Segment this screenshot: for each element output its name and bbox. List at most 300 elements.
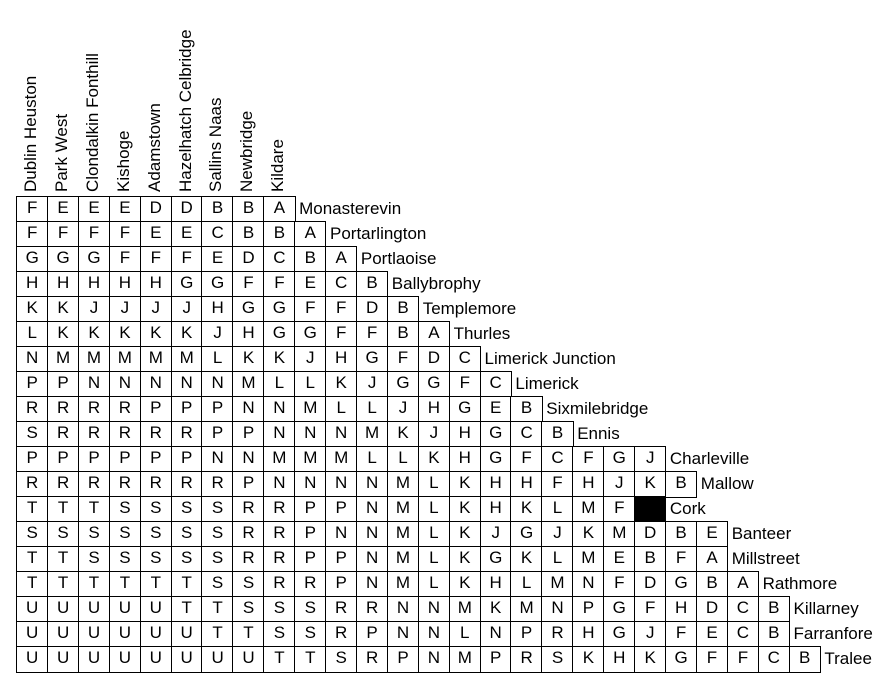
fare-zone-cell: B	[232, 196, 264, 223]
fare-zone-cell: U	[16, 621, 48, 648]
fare-zone-cell: U	[109, 596, 141, 623]
fare-zone-cell: H	[480, 571, 512, 598]
fare-zone-cell: K	[387, 421, 419, 448]
fare-zone-cell: A	[325, 246, 357, 273]
fare-zone-cell: U	[78, 621, 110, 648]
fare-zone-cell: K	[140, 321, 172, 348]
fare-zone-cell: K	[449, 521, 481, 548]
column-header-station: Newbridge	[237, 110, 257, 192]
fare-zone-cell: N	[387, 596, 419, 623]
fare-zone-cell: R	[109, 396, 141, 423]
fare-zone-cell: U	[16, 596, 48, 623]
fare-zone-cell: M	[603, 521, 635, 548]
fare-zone-cell: T	[171, 596, 203, 623]
fare-zone-cell: F	[325, 321, 357, 348]
fare-zone-cell: D	[140, 196, 172, 223]
fare-zone-cell: J	[78, 296, 110, 323]
fare-zone-cell: J	[356, 371, 388, 398]
fare-zone-cell: E	[109, 196, 141, 223]
fare-zone-cell: L	[418, 571, 450, 598]
fare-zone-cell: N	[232, 446, 264, 473]
fare-zone-cell: P	[294, 546, 326, 573]
fare-zone-cell: J	[387, 396, 419, 423]
fare-zone-cell: J	[109, 296, 141, 323]
fare-zone-cell: P	[140, 446, 172, 473]
fare-zone-cell: N	[356, 546, 388, 573]
fare-zone-cell: L	[356, 396, 388, 423]
fare-zone-cell: B	[232, 221, 264, 248]
row-station-label: Thurles	[453, 324, 511, 343]
fare-zone-cell: N	[78, 371, 110, 398]
fare-zone-cell: R	[201, 471, 233, 498]
fare-zone-cell: H	[510, 471, 542, 498]
fare-zone-cell: D	[634, 521, 666, 548]
fare-zone-cell: B	[541, 421, 573, 448]
fare-zone-cell: U	[16, 646, 48, 673]
fare-zone-cell: M	[294, 396, 326, 423]
fare-zone-cell: P	[47, 371, 79, 398]
fare-zone-cell: F	[109, 246, 141, 273]
fare-zone-cell: F	[356, 321, 388, 348]
fare-zone-cell: S	[541, 646, 573, 673]
fare-zone-cell: K	[480, 596, 512, 623]
fare-zone-cell: L	[418, 521, 450, 548]
fare-zone-cell: T	[47, 571, 79, 598]
column-header-station: Clondalkin Fonthill	[82, 53, 102, 192]
fare-zone-cell: S	[201, 496, 233, 523]
fare-zone-cell: U	[109, 621, 141, 648]
fare-zone-cell: E	[171, 221, 203, 248]
fare-zone-cell: S	[140, 521, 172, 548]
fare-zone-cell: T	[16, 496, 48, 523]
fare-zone-cell: M	[140, 346, 172, 373]
fare-zone-cell: N	[263, 396, 295, 423]
fare-zone-cell: F	[603, 571, 635, 598]
fare-zone-cell: N	[232, 396, 264, 423]
fare-zone-cell: N	[294, 471, 326, 498]
fare-zone-cell: S	[294, 596, 326, 623]
fare-zone-cell: G	[418, 371, 450, 398]
fare-zone-cell: K	[572, 646, 604, 673]
fare-zone-cell: R	[16, 471, 48, 498]
fare-zone-cell: E	[201, 246, 233, 273]
fare-zone-cell: P	[325, 546, 357, 573]
fare-zone-cell: R	[78, 421, 110, 448]
fare-zone-cell: N	[201, 371, 233, 398]
fare-zone-cell: C	[325, 271, 357, 298]
fare-zone-cell: P	[140, 396, 172, 423]
fare-zone-cell: K	[16, 296, 48, 323]
fare-zone-cell: B	[510, 396, 542, 423]
fare-zone-cell: F	[634, 596, 666, 623]
fare-zone-cell: T	[201, 596, 233, 623]
fare-zone-cell: J	[603, 471, 635, 498]
fare-zone-cell: F	[47, 221, 79, 248]
fare-zone-cell: T	[47, 496, 79, 523]
fare-zone-cell: K	[418, 446, 450, 473]
fare-zone-cell: G	[665, 571, 697, 598]
fare-zone-cell: R	[263, 496, 295, 523]
fare-zone-cell: B	[665, 521, 697, 548]
fare-zone-cell: S	[201, 521, 233, 548]
fare-zone-cell: N	[541, 596, 573, 623]
fare-zone-cell: M	[387, 546, 419, 573]
fare-zone-cell: R	[232, 546, 264, 573]
fare-zone-cell: K	[78, 321, 110, 348]
fare-zone-cell: N	[201, 446, 233, 473]
fare-zone-cell: J	[418, 421, 450, 448]
fare-zone-cell: N	[356, 471, 388, 498]
fare-zone-cell: P	[294, 496, 326, 523]
fare-zone-cell: L	[16, 321, 48, 348]
row-station-label: Limerick Junction	[484, 349, 616, 368]
fare-zone-cell: S	[140, 546, 172, 573]
fare-zone-cell: M	[572, 546, 604, 573]
fare-zone-cell: H	[140, 271, 172, 298]
fare-zone-cell: S	[109, 521, 141, 548]
fare-zone-cell: M	[387, 496, 419, 523]
fare-zone-cell: G	[387, 371, 419, 398]
fare-zone-cell: U	[47, 646, 79, 673]
fare-zone-cell: R	[47, 471, 79, 498]
fare-zone-cell: G	[16, 246, 48, 273]
fare-zone-cell: S	[325, 646, 357, 673]
fare-zone-cell: R	[78, 471, 110, 498]
fare-zone-cell: P	[78, 446, 110, 473]
fare-zone-cell: P	[510, 621, 542, 648]
fare-zone-cell: G	[480, 446, 512, 473]
fare-zone-cell: N	[387, 621, 419, 648]
fare-zone-cell: K	[263, 346, 295, 373]
fare-zone-cell: R	[171, 471, 203, 498]
fare-zone-cell: A	[294, 221, 326, 248]
fare-zone-cell: K	[449, 471, 481, 498]
fare-zone-cell: K	[47, 296, 79, 323]
fare-zone-cell: S	[140, 496, 172, 523]
fare-zone-cell: C	[449, 346, 481, 373]
fare-zone-cell: G	[603, 621, 635, 648]
fare-zone-cell: P	[232, 421, 264, 448]
fare-zone-cell: D	[356, 296, 388, 323]
fare-zone-cell: H	[665, 596, 697, 623]
fare-zone-cell: F	[603, 496, 635, 523]
fare-zone-cell: S	[263, 621, 295, 648]
row-station-label: Killarney	[793, 599, 859, 618]
fare-zone-cell: F	[325, 296, 357, 323]
fare-zone-cell: R	[263, 521, 295, 548]
fare-zone-cell: C	[510, 421, 542, 448]
fare-zone-cell: M	[78, 346, 110, 373]
fare-zone-cell: L	[418, 546, 450, 573]
fare-zone-cell: R	[325, 621, 357, 648]
fare-zone-cell: R	[356, 596, 388, 623]
fare-zone-cell: R	[263, 546, 295, 573]
fare-zone-cell: R	[232, 496, 264, 523]
fare-zone-cell: N	[325, 421, 357, 448]
fare-zone-cell: F	[294, 296, 326, 323]
fare-zone-cell: J	[201, 321, 233, 348]
fare-zone-cell: M	[232, 371, 264, 398]
fare-zone-cell: G	[603, 446, 635, 473]
fare-zone-cell: F	[16, 196, 48, 223]
fare-zone-cell: G	[78, 246, 110, 273]
fare-zone-cell: A	[696, 546, 728, 573]
fare-zone-cell: M	[294, 446, 326, 473]
fare-zone-cell: P	[356, 621, 388, 648]
fare-zone-cell: F	[232, 271, 264, 298]
fare-zone-cell: U	[171, 646, 203, 673]
fare-zone-cell: T	[171, 571, 203, 598]
fare-zone-cell: H	[16, 271, 48, 298]
row-station-label: Ballybrophy	[391, 274, 481, 293]
fare-zone-cell: M	[510, 596, 542, 623]
fare-zone-cell: P	[232, 471, 264, 498]
fare-zone-cell: P	[572, 596, 604, 623]
fare-zone-cell: N	[418, 596, 450, 623]
fare-zone-cell: G	[263, 321, 295, 348]
fare-zone-cell: G	[665, 646, 697, 673]
fare-zone-cell: E	[140, 221, 172, 248]
fare-zone-cell: P	[47, 446, 79, 473]
row-station-label: Farranfore	[793, 624, 873, 643]
fare-zone-cell: S	[109, 496, 141, 523]
fare-zone-cell: R	[109, 471, 141, 498]
row-station-label: Monasterevin	[299, 199, 402, 218]
fare-zone-cell: G	[603, 596, 635, 623]
fare-zone-cell: D	[634, 571, 666, 598]
fare-zone-cell: H	[418, 396, 450, 423]
fare-zone-cell: D	[418, 346, 450, 373]
fare-zone-cell: P	[325, 496, 357, 523]
fare-zone-cell: H	[109, 271, 141, 298]
fare-zone-cell: N	[356, 571, 388, 598]
fare-zone-cell: B	[294, 246, 326, 273]
fare-zone-cell: M	[109, 346, 141, 373]
fare-zone-cell: M	[572, 496, 604, 523]
fare-zone-cell: S	[263, 596, 295, 623]
fare-zone-cell: B	[201, 196, 233, 223]
fare-zone-cell: C	[480, 371, 512, 398]
fare-zone-cell: R	[140, 471, 172, 498]
fare-zone-cell: R	[171, 421, 203, 448]
fare-zone-cell: K	[510, 546, 542, 573]
fare-zone-cell: R	[541, 621, 573, 648]
fare-zone-cell: P	[171, 446, 203, 473]
fare-zone-cell: F	[510, 446, 542, 473]
fare-zone-cell: R	[140, 421, 172, 448]
fare-zone-cell: H	[232, 321, 264, 348]
fare-zone-cell: J	[480, 521, 512, 548]
fare-zone-cell: J	[634, 446, 666, 473]
row-station-label: Cork	[669, 499, 706, 518]
fare-zone-cell: K	[510, 496, 542, 523]
fare-zone-cell: E	[696, 621, 728, 648]
fare-zone-cell: T	[109, 571, 141, 598]
fare-zone-cell: S	[201, 546, 233, 573]
fare-zone-cell: M	[387, 471, 419, 498]
fare-zone-cell: L	[387, 446, 419, 473]
fare-zone-cell: C	[758, 646, 790, 673]
fare-zone-cell: M	[263, 446, 295, 473]
fare-zone-cell: K	[232, 346, 264, 373]
fare-zone-cell: F	[449, 371, 481, 398]
fare-zone-cell: E	[480, 396, 512, 423]
row-station-label: Mallow	[700, 474, 754, 493]
row-station-label: Rathmore	[762, 574, 838, 593]
fare-zone-cell: G	[201, 271, 233, 298]
fare-zone-cell: H	[325, 346, 357, 373]
fare-zone-cell: G	[294, 321, 326, 348]
fare-zone-cell: F	[109, 221, 141, 248]
fare-zone-cell: A	[263, 196, 295, 223]
fare-zone-cell: F	[665, 546, 697, 573]
fare-zone-cell: K	[109, 321, 141, 348]
fare-zone-cell: L	[449, 621, 481, 648]
fare-zone-cell: L	[541, 496, 573, 523]
fare-zone-cell: L	[294, 371, 326, 398]
fare-zone-cell: F	[696, 646, 728, 673]
fare-zone-cell: R	[47, 396, 79, 423]
fare-zone-cell: C	[727, 596, 759, 623]
fare-zone-cell: B	[263, 221, 295, 248]
fare-zone-cell: F	[387, 346, 419, 373]
fare-zone-cell: C	[263, 246, 295, 273]
fare-zone-cell: M	[47, 346, 79, 373]
fare-zone-cell: U	[140, 646, 172, 673]
fare-zone-cell: G	[449, 396, 481, 423]
fare-zone-cell: B	[696, 571, 728, 598]
column-header-station: Park West	[51, 113, 71, 192]
fare-zone-cell: H	[449, 421, 481, 448]
fare-zone-cell: R	[78, 396, 110, 423]
fare-zone-cell: U	[171, 621, 203, 648]
fare-zone-cell: C	[541, 446, 573, 473]
fare-zone-cell: S	[78, 546, 110, 573]
fare-zone-cell: B	[789, 646, 821, 673]
fare-zone-cell: R	[263, 571, 295, 598]
fare-zone-cell: D	[232, 246, 264, 273]
fare-zone-cell: F	[16, 221, 48, 248]
fare-zone-cell: N	[263, 421, 295, 448]
row-station-label: Ennis	[577, 424, 620, 443]
column-header-station: Adamstown	[144, 103, 164, 192]
fare-zone-cell: G	[480, 421, 512, 448]
fare-zone-cell: T	[263, 646, 295, 673]
fare-zone-cell: S	[109, 546, 141, 573]
fare-zone-cell: N	[325, 471, 357, 498]
column-header-station: Kishoge	[113, 130, 133, 192]
fare-zone-cell: U	[201, 646, 233, 673]
fare-zone-cell: J	[294, 346, 326, 373]
fare-zone-cell: D	[696, 596, 728, 623]
fare-zone-cell: B	[758, 596, 790, 623]
fare-zone-cell: G	[480, 546, 512, 573]
fare-zone-cell: B	[634, 546, 666, 573]
fare-zone-cell: H	[449, 446, 481, 473]
fare-zone-cell: P	[387, 646, 419, 673]
fare-zone-cell: H	[78, 271, 110, 298]
fare-zone-cell: P	[480, 646, 512, 673]
fare-zone-cell: B	[387, 296, 419, 323]
row-station-label: Sixmilebridge	[546, 399, 649, 418]
fare-zone-cell: N	[325, 521, 357, 548]
fare-zone-cell: F	[140, 246, 172, 273]
fare-zone-cell: F	[665, 621, 697, 648]
fare-zone-cell: T	[47, 546, 79, 573]
fare-zone-cell: S	[171, 521, 203, 548]
fare-zone-cell: E	[47, 196, 79, 223]
row-station-label: Charleville	[669, 449, 750, 468]
fare-zone-cell: N	[418, 646, 450, 673]
fare-zone-cell: L	[356, 446, 388, 473]
fare-zone-cell: H	[572, 471, 604, 498]
fare-zone-cell: N	[294, 421, 326, 448]
fare-zone-cell: H	[480, 471, 512, 498]
fare-zone-cell: A	[727, 571, 759, 598]
fare-zone-cell: F	[171, 246, 203, 273]
fare-zone-cell: F	[727, 646, 759, 673]
fare-zone-cell: F	[78, 221, 110, 248]
fare-zone-cell: S	[201, 571, 233, 598]
fare-zone-cell: N	[418, 621, 450, 648]
fare-zone-cell: P	[294, 521, 326, 548]
fare-zone-cell: B	[356, 271, 388, 298]
fare-zone-cell: N	[16, 346, 48, 373]
fare-zone-cell: C	[201, 221, 233, 248]
row-station-label: Templemore	[422, 299, 517, 318]
fare-zone-cell: L	[510, 571, 542, 598]
fare-zone-cell: F	[263, 271, 295, 298]
fare-zone-cell: N	[356, 496, 388, 523]
fare-zone-cell: G	[510, 521, 542, 548]
fare-zone-cell: U	[140, 621, 172, 648]
fare-zone-cell: K	[634, 646, 666, 673]
fare-zone-cell: J	[171, 296, 203, 323]
fare-zone-cell: M	[449, 646, 481, 673]
fare-zone-cell: K	[449, 571, 481, 598]
fare-zone-cell: S	[232, 596, 264, 623]
fare-zone-cell: L	[418, 471, 450, 498]
fare-zone-cell: E	[294, 271, 326, 298]
destination-cell	[634, 496, 666, 523]
fare-zone-cell: D	[171, 196, 203, 223]
fare-zone-cell: K	[449, 496, 481, 523]
fare-zone-cell: L	[263, 371, 295, 398]
fare-zone-cell: P	[201, 421, 233, 448]
fare-zone-cell: S	[171, 546, 203, 573]
fare-zone-cell: B	[665, 471, 697, 498]
fare-zone-cell: R	[294, 571, 326, 598]
fare-zone-cell: F	[541, 471, 573, 498]
fare-zone-cell: P	[325, 571, 357, 598]
fare-zone-cell: N	[480, 621, 512, 648]
fare-zone-cell: G	[263, 296, 295, 323]
fare-zone-cell: S	[78, 521, 110, 548]
fare-zone-cell: U	[140, 596, 172, 623]
fare-zone-cell: P	[109, 446, 141, 473]
fare-zone-cell: H	[572, 621, 604, 648]
fare-zone-cell: S	[171, 496, 203, 523]
fare-zone-cell: S	[294, 621, 326, 648]
fare-zone-cell: A	[418, 321, 450, 348]
fare-zone-cell: R	[109, 421, 141, 448]
row-station-label: Limerick	[515, 374, 579, 393]
fare-zone-cell: C	[727, 621, 759, 648]
fare-zone-cell: M	[356, 421, 388, 448]
fare-zone-cell: S	[16, 421, 48, 448]
column-header-station: Hazelhatch Celbridge	[175, 29, 195, 192]
fare-zone-cell: T	[16, 546, 48, 573]
